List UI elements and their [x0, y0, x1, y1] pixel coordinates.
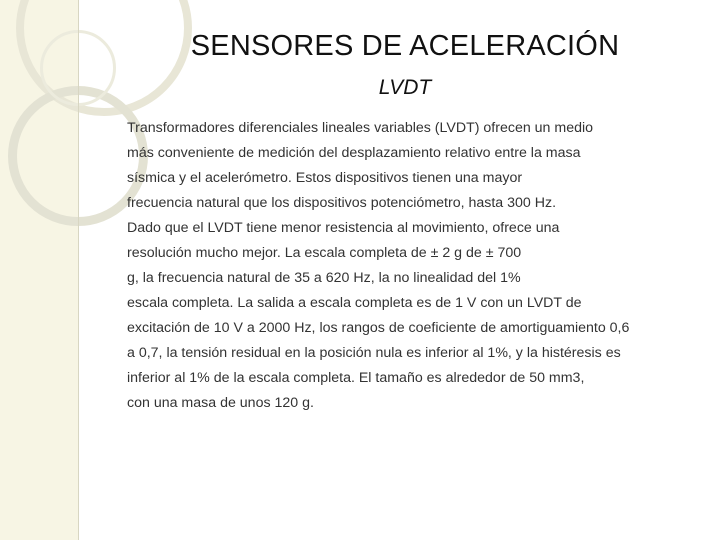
body-line: resolución mucho mejor. La escala completa de ± 2 g de ± 700: [127, 245, 522, 261]
slide-body: [127, 116, 707, 416]
slide-title: SENSORES DE ACELERACIÓN: [190, 30, 620, 62]
body-line: g, la frecuencia natural de 35 a 620 Hz, la no linealidad del 1%: [127, 270, 521, 286]
body-line: sísmica y el acelerómetro. Estos dispositivos tienen una mayor: [127, 170, 523, 186]
body-line: inferior al 1% de la escala completa. El tamaño es alrededor de 50 mm3,: [127, 370, 585, 386]
body-line: excitación de 10 V a 2000 Hz, los rangos de coeficiente de amortiguamiento 0,6: [127, 320, 630, 336]
side-divider: [78, 0, 79, 540]
body-line: con una masa de unos 120 g.: [127, 395, 314, 411]
body-line: Dado que el LVDT tiene menor resistencia al movimiento, ofrece una: [127, 220, 560, 236]
decorative-side-band: [0, 0, 78, 540]
body-line: frecuencia natural que los dispositivos potenciómetro, hasta 300 Hz.: [127, 195, 557, 211]
body-line: Transformadores diferenciales lineales variables (LVDT) ofrecen un medio: [127, 120, 594, 136]
body-line: a 0,7, la tensión residual en la posición nula es inferior al 1%, y la histéresis es: [127, 345, 621, 361]
body-line: más conveniente de medición del desplazamiento relativo entre la masa: [127, 145, 581, 161]
slide-subtitle: LVDT: [378, 76, 432, 99]
body-line: escala completa. La salida a escala completa es de 1 V con un LVDT de: [127, 295, 582, 311]
